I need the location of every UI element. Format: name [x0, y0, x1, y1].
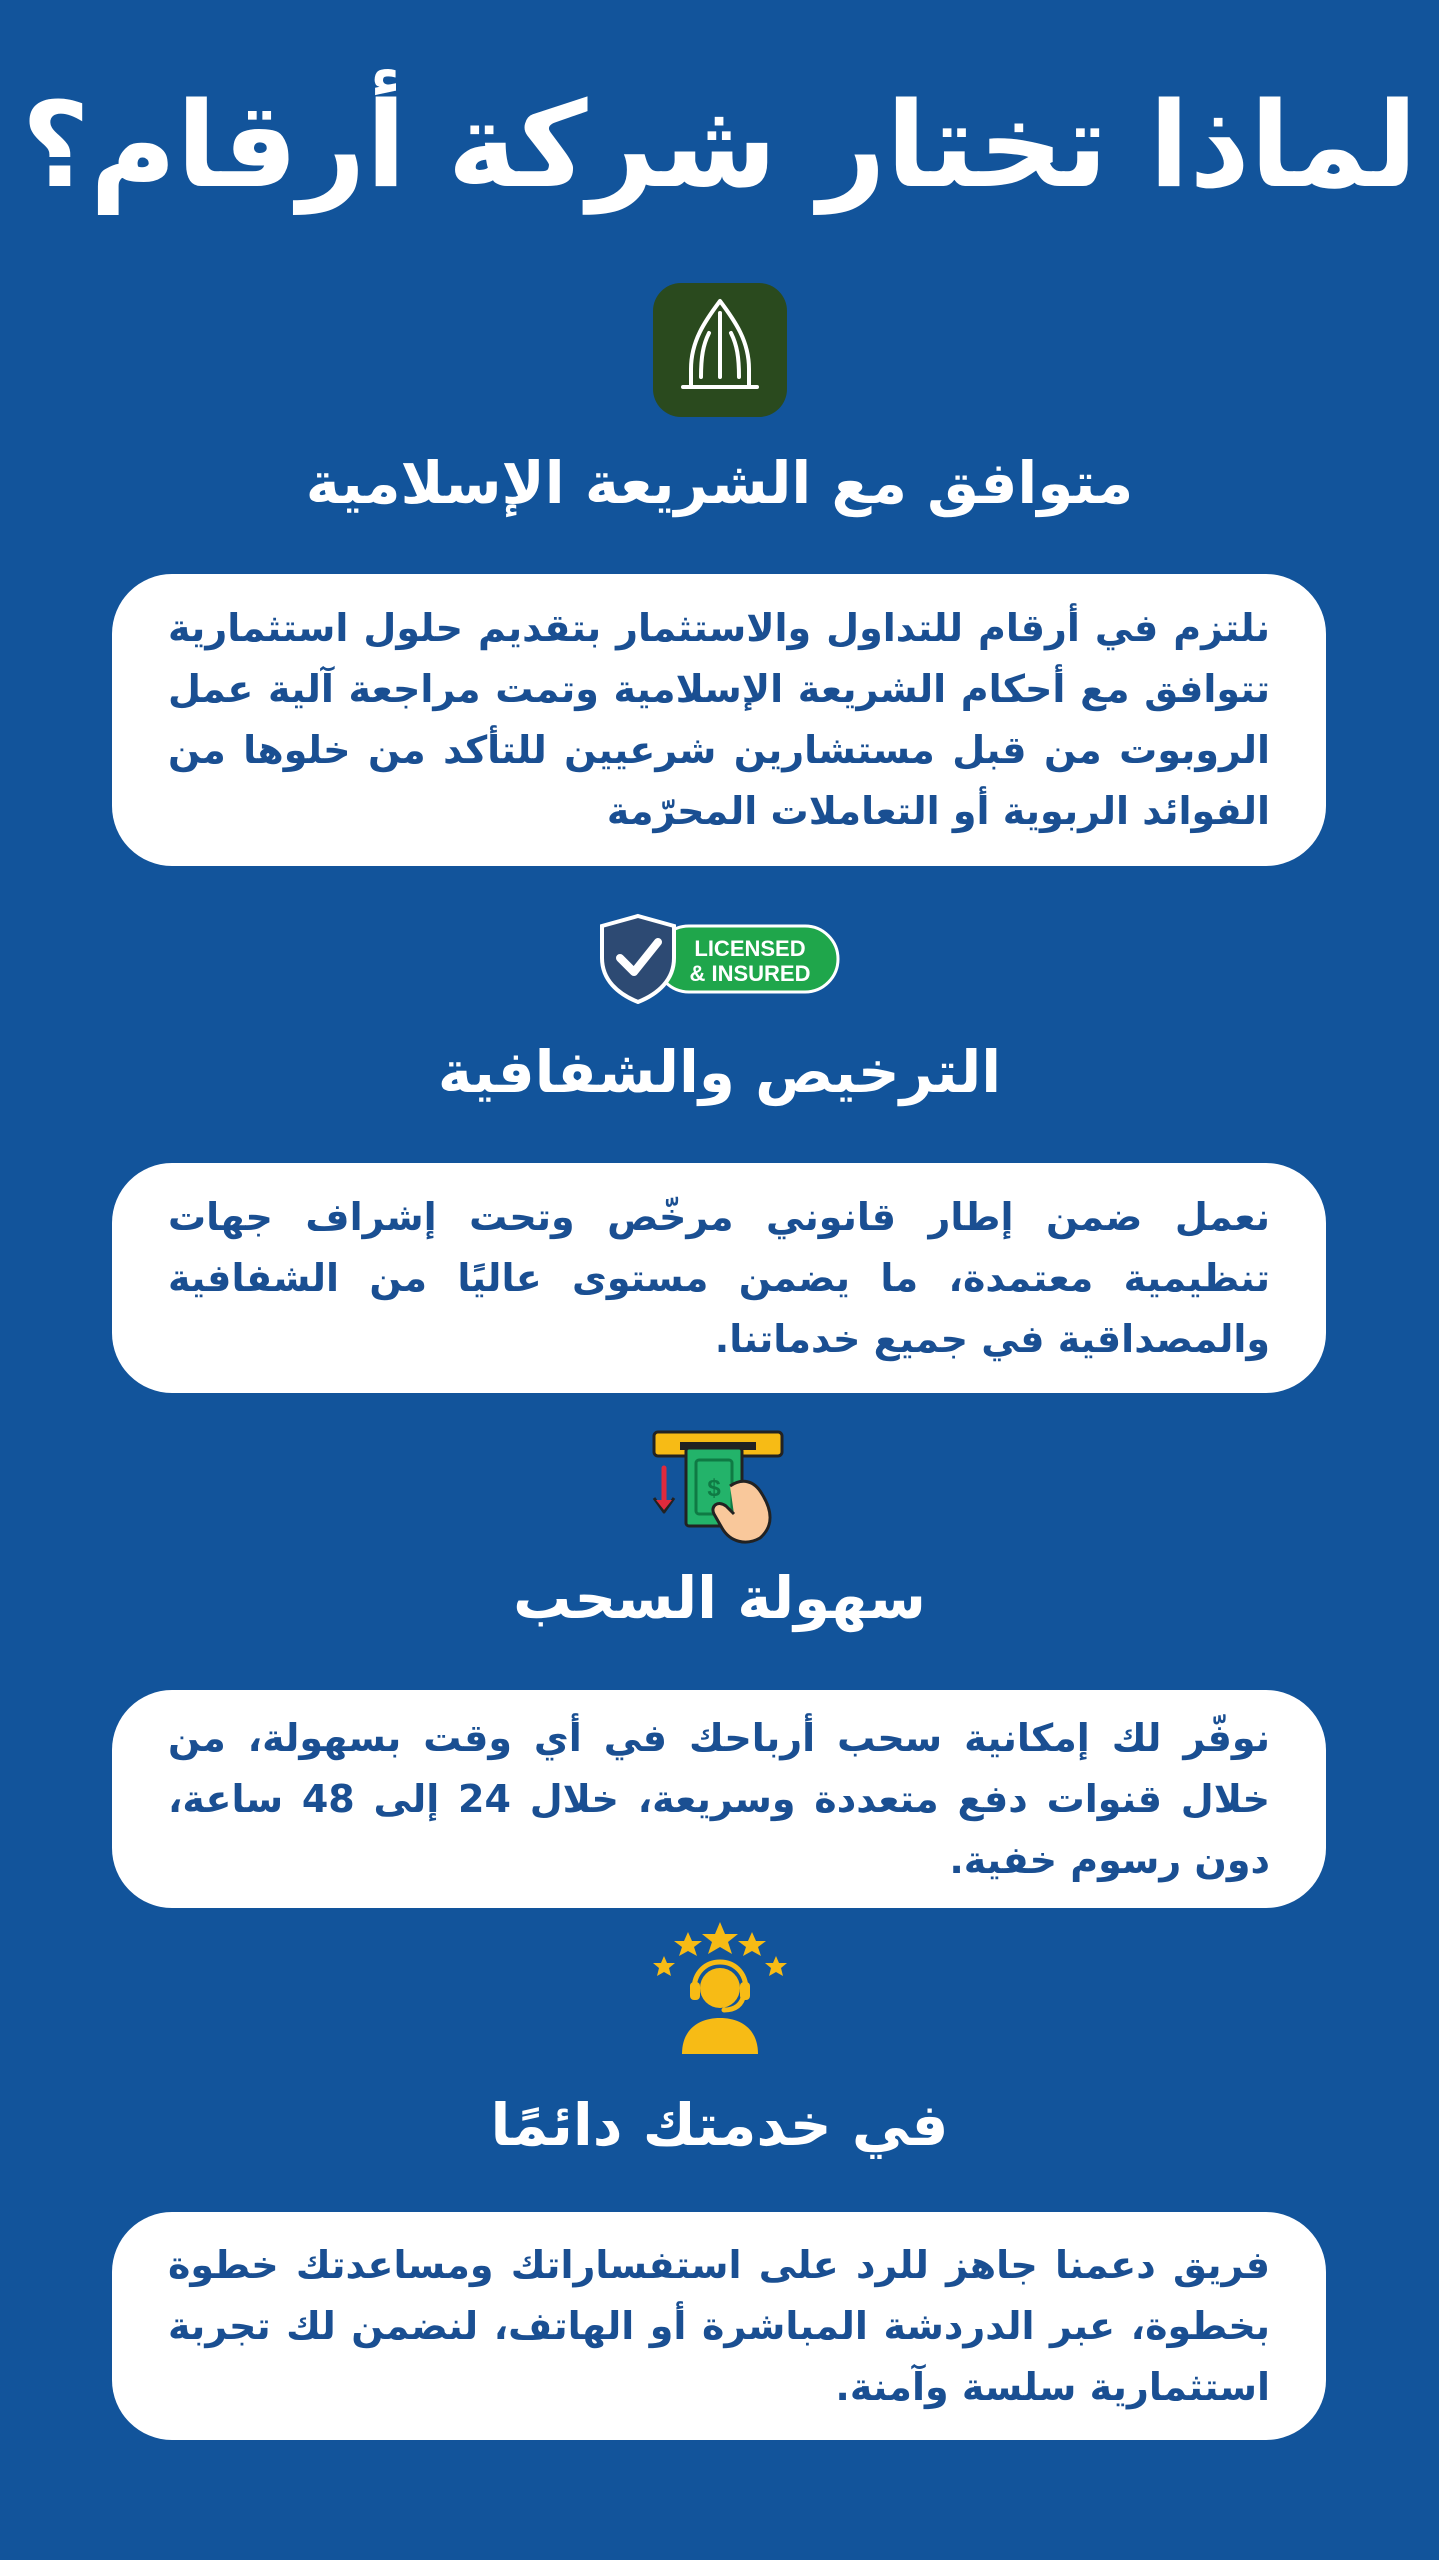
page-title: لماذا تختار شركة أرقام؟ [21, 76, 1418, 214]
section-heading-sharia: متوافق مع الشريعة الإسلامية [305, 449, 1134, 517]
badge-insured-text: & INSURED [688, 961, 811, 986]
card-support-text: فريق دعمنا جاهز للرد على استفساراتك ومساعدتك خطوة بخطوة، عبر الدردشة المباشرة أو الهاتف، لنضمن لك تجربة استثمارية سلسة وآمنة. [168, 2242, 1270, 2409]
section-heading-support: في خدمتك دائمًا [490, 2091, 949, 2159]
section-heading-licensing: الترخيص والشفافية [437, 1038, 1002, 1106]
card-sharia-text: نلتزم في أرقام للتداول والاستثمار بتقديم حلول استثمارية تتوافق مع أحكام الشريعة الإسلامية وتمت مراجعة آلية عمل الروبوت من قبل مستشارين شرعيين للتأكد من خلوها من الفوائد الربوية أو التعاملات المحرّمة [168, 606, 1270, 833]
section-heading-withdrawal: سهولة السحب [513, 1564, 926, 1632]
card-licensing [112, 1163, 1326, 1393]
card-licensing-text: نعمل ضمن إطار قانوني مرخّص وتحت إشراف جهات تنظيمية معتمدة، ما يضمن مستوى عاليًا من الشفافية والمصداقية في جميع خدماتنا. [168, 1194, 1270, 1361]
support-agent-stars-icon [652, 1920, 788, 2060]
card-withdrawal [112, 1690, 1326, 1908]
card-sharia [112, 574, 1326, 866]
badge-licensed-text: LICENSED [693, 936, 806, 961]
halal-shield-icon [653, 283, 787, 421]
licensed-badge-icon [598, 912, 842, 1008]
card-withdrawal-text: نوفّر لك إمكانية سحب أرباحك في أي وقت بسهولة، من خلال قنوات دفع متعددة وسريعة، خلال 24 إلى 48 ساعة، دون رسوم خفية. [168, 1715, 1270, 1882]
svg-text:$: $ [706, 1475, 721, 1502]
card-support [112, 2212, 1326, 2440]
cash-withdrawal-icon [650, 1428, 790, 1552]
